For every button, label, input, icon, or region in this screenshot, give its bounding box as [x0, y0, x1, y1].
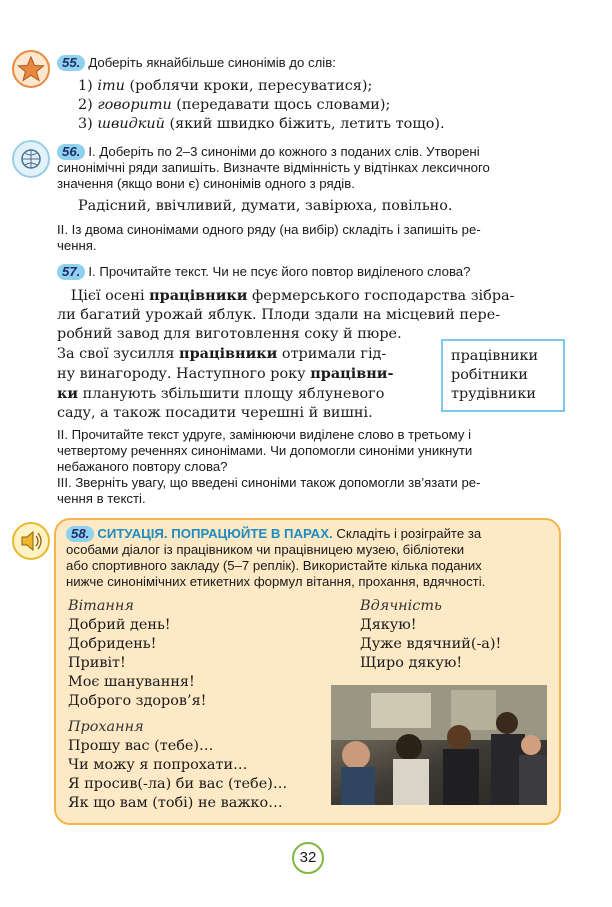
synonym-item: робітники — [451, 367, 528, 383]
ex56-part2: ІІ. Із двома синонімами одного ряду (на вибір) складіть і запишіть ре- чення. — [57, 222, 481, 253]
ex55-list — [78, 77, 445, 134]
thanks-title: Вдячність — [360, 598, 442, 614]
ex56-number: 56. — [57, 144, 85, 160]
synonym-item: трудівники — [451, 386, 536, 402]
ex57-text: Цієї осені працівники фермерського господарства зібра- ли багатий урожай яблук. Плоди здали на місцевий пере- робний завод для виготовлення соку й пюре. За свої зусилля працівники отримали гід- ну винагороду. Наступного року працівни- ки планують збільшити площу яблуневого саду, а також посадити черешні й вишні. — [57, 287, 515, 421]
list-item: Доброго здоров’я! — [68, 693, 207, 709]
list-item: Щиро дякую! — [360, 655, 463, 671]
speaker-icon — [12, 522, 50, 560]
ex57-part2: ІІ. Прочитайте текст удруге, замінюючи виділене слово в третьому і четвертому реченнях синонімами. Чи допомогли синоніми уникнути небажаного повтору слова? — [57, 427, 473, 474]
list-item: Добридень! — [68, 636, 157, 652]
star-icon — [12, 50, 50, 88]
ex56-words: Радісний, ввічливий, думати, завірюха, повільно. — [78, 198, 453, 214]
list-item: Дякую! — [360, 617, 417, 633]
list-item: Прошу вас (тебе)… — [68, 738, 214, 754]
ex58-task: 58. СИТУАЦІЯ. ПОПРАЦЮЙТЕ В ПАРАХ. Складіть і розіграйте за особами діалог із працівником чи працівницею музею, бібліотеки або спортивного закладу (5–7 реплік). Використайте кілька поданих нижче синонімічних етикетних формул вітання, прохання, вдячності. — [66, 526, 486, 589]
ex57-number: 57. — [57, 264, 85, 280]
request-title: Прохання — [68, 719, 144, 735]
list-item: Добрий день! — [68, 617, 171, 633]
list-item: 3) швидкий (який швидко біжить, летить тощо). — [78, 116, 445, 132]
ex56-task: 56. І. Доберіть по 2–3 синоніми до кожного з поданих слів. Утворені синонімічні ряди запишіть. Визначте відмінність у відтінках лексичного значення (якщо вони є) синонімів одного з рядів. — [57, 144, 490, 191]
list-item: 2) говорити (передавати щось словами); — [78, 97, 391, 113]
synonym-item: працівники — [451, 348, 539, 364]
list-item: Дуже вдячний(-а)! — [360, 636, 502, 652]
ex57-intro: 57. І. Прочитайте текст. Чи не псує його повтор виділеного слова? — [57, 264, 470, 280]
ex55-intro: 55. Доберіть якнайбільше синонімів до слів: — [57, 55, 336, 71]
museum-photo — [331, 685, 547, 805]
ex55-number: 55. — [57, 55, 85, 71]
greetings-column — [68, 597, 206, 711]
globe-pencil-icon — [12, 140, 50, 178]
greeting-title: Вітання — [68, 598, 134, 614]
list-item: Чи можу я попрохати… — [68, 757, 248, 773]
requests-column — [68, 718, 287, 813]
ex58-number: 58. — [66, 526, 94, 542]
thanks-column — [360, 597, 501, 673]
ex57-part3: ІІІ. Зверніть увагу, що введені синоніми також допомогли зв’язати ре- чення в тексті. — [57, 475, 481, 506]
list-item: 1) іти (роблячи кроки, пересуватися); — [78, 78, 373, 94]
list-item: Я просив(-ла) би вас (тебе)… — [68, 776, 288, 792]
page-number: 32 — [292, 842, 324, 874]
ex58-heading: СИТУАЦІЯ. ПОПРАЦЮЙТЕ В ПАРАХ. — [97, 526, 333, 541]
list-item: Привіт! — [68, 655, 126, 671]
list-item: Моє шанування! — [68, 674, 195, 690]
list-item: Як що вам (тобі) не важко… — [68, 795, 283, 811]
synonym-box — [441, 339, 565, 412]
